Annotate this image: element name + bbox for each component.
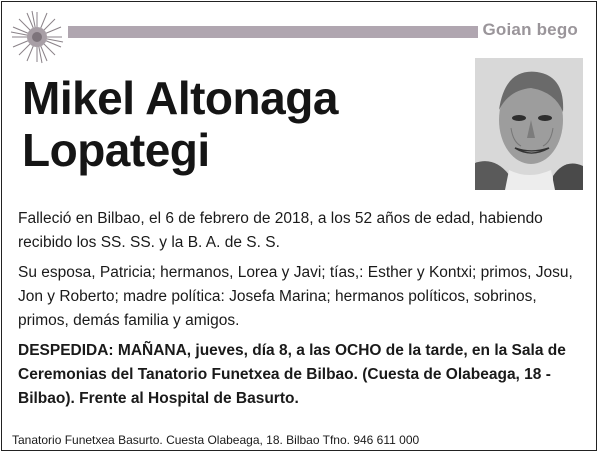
death-notice-paragraph: Falleció en Bilbao, el 6 de febrero de 2018, a los 52 años de edad, habiendo recibido los SS. SS. y la B. A. de S. S. xyxy=(18,210,543,251)
obituary-card xyxy=(1,1,597,451)
deceased-name xyxy=(22,72,462,176)
header-bar xyxy=(68,26,478,38)
farewell-paragraph: DESPEDIDA: MAÑANA, jueves, día 8, a las OCHO de la tarde, en la Sala de Ceremonias del Tanatorio Funetxea de Bilbao. (Cuesta de Olabeaga, 18 - Bilbao). Frente al Hospital de Basurto. xyxy=(18,342,566,407)
thistle-emblem-icon xyxy=(8,8,66,66)
portrait-photo xyxy=(475,58,583,190)
obituary-body xyxy=(18,207,584,417)
name-line-2: Lopategi xyxy=(22,124,210,176)
family-paragraph: Su esposa, Patricia; hermanos, Lorea y Javi; tías,: Esther y Kontxi; primos, Josu, Jon y Roberto; madre política: Josefa Marina; hermanos políticos, sobrinos, primos, demás familia y amigos. xyxy=(18,264,573,329)
name-line-1: Mikel Altonaga xyxy=(22,72,338,124)
header-tag: Goian bego xyxy=(482,20,578,39)
footer-address: Tanatorio Funetxea Basurto. Cuesta Olabeaga, 18. Bilbao Tfno. 946 611 000 xyxy=(12,433,420,447)
